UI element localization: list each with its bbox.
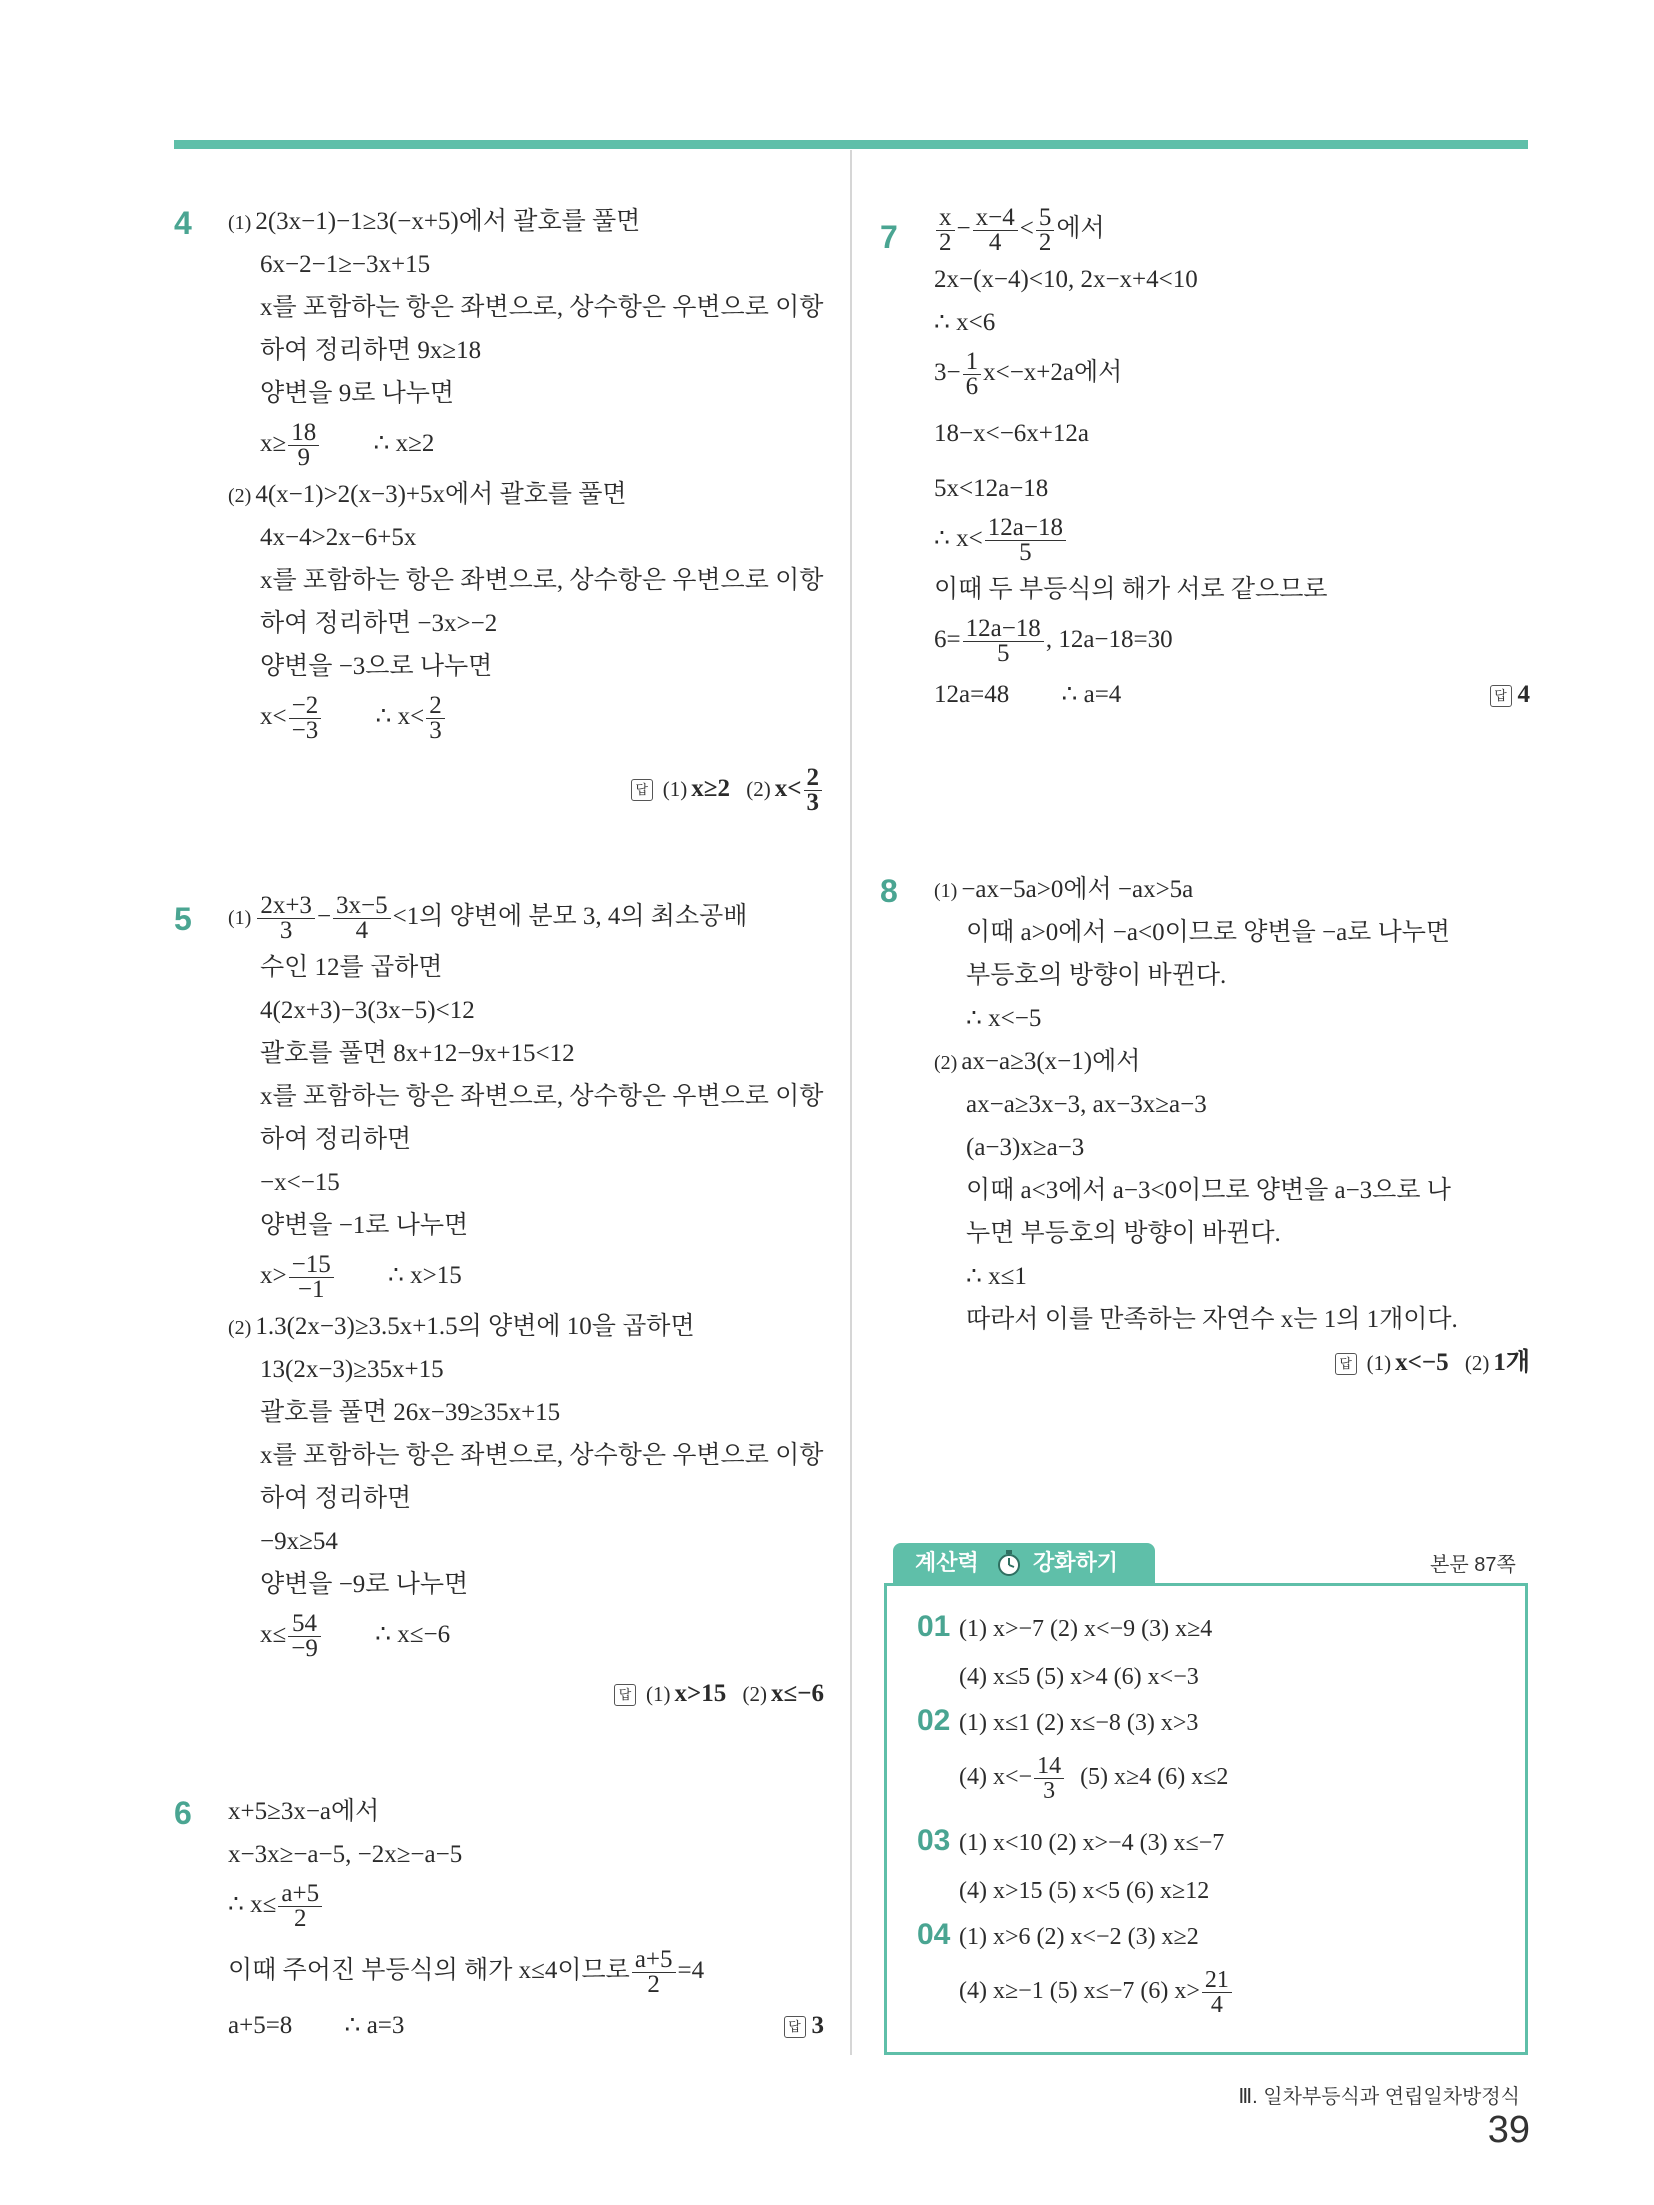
problem-body (934, 200, 1530, 716)
text: 4(x−1)>2(x−3)+5x에서 괄호를 풀면 (255, 481, 627, 508)
text: 1.3(2x−3)≥3.5x+1.5의 양변에 10을 곱하면 (255, 1313, 695, 1340)
line: 양변을 9로 나누면 (260, 380, 455, 407)
page-number: 39 (1487, 2109, 1530, 2151)
fraction (1036, 203, 1055, 256)
text: ∴ x≤−6 (375, 1621, 451, 1648)
drill-row: (4) x>15 (5) x<5 (6) x≥12 (959, 1878, 1210, 1904)
numerator: 21 (1202, 1968, 1232, 1993)
answer-value: x< (774, 775, 802, 802)
line (228, 1606, 824, 1664)
numerator: 18 (288, 421, 319, 446)
denominator: 2 (647, 1970, 660, 1998)
text: ∴ x≤ (228, 1891, 277, 1918)
numerator: a+5 (632, 1948, 676, 1973)
line: 괄호를 풀면 26x−39≥35x+15 (260, 1399, 561, 1426)
text: 이때 주어진 부등식의 해가 x≤4이므로 (228, 1957, 630, 1984)
denominator: 6 (965, 372, 979, 400)
drill-row (959, 1968, 1234, 2017)
numerator: 12a−18 (985, 516, 1066, 541)
numerator: −15 (289, 1253, 334, 1278)
problem-body (228, 888, 824, 1715)
line (934, 344, 1530, 402)
subpart-label: (2) (742, 1682, 768, 1706)
numerator: x (936, 206, 955, 231)
top-rule (174, 140, 1528, 149)
denominator: 2 (939, 228, 952, 256)
line (228, 415, 824, 473)
text: 2(3x−1)−1≥3(−x+5)에서 괄호를 풀면 (255, 208, 641, 235)
line: 따라서 이를 만족하는 자연수 x는 1의 1개이다. (966, 1306, 1458, 1333)
subpart-label: (2) (1464, 1351, 1490, 1375)
line: 18−x<−6x+12a (934, 420, 1089, 447)
line: 양변을 −9로 나누면 (260, 1571, 469, 1598)
text: ax−a≥3(x−1)에서 (961, 1048, 1141, 1075)
line: x를 포함하는 항은 좌변으로, 상수항은 우변으로 이항 (260, 294, 824, 321)
line: ax−a≥3x−3, ax−3x≥a−3 (966, 1091, 1207, 1118)
drill-row: (1) x>6 (2) x<−2 (3) x≥2 (959, 1924, 1199, 1950)
denominator: 3 (279, 916, 293, 944)
line (934, 1040, 1530, 1083)
numerator: 2 (426, 694, 445, 719)
text: x< (260, 703, 287, 730)
operator: − (956, 215, 971, 242)
problem-8 (880, 868, 1530, 1388)
problem-number: 5 (174, 901, 192, 937)
text: ∴ x< (375, 703, 425, 730)
line: ∴ x≤1 (966, 1263, 1027, 1290)
numerator: 2x+3 (257, 894, 315, 919)
drill-row: (1) x>−7 (2) x<−9 (3) x≥4 (959, 1616, 1213, 1642)
answer (1490, 673, 1531, 716)
subpart-label: (1) (646, 1682, 671, 1706)
fraction (289, 1250, 334, 1303)
problem-5 (174, 888, 824, 1748)
drill-number: 03 (917, 1824, 951, 1857)
line: 2x−(x−4)<10, 2x−x+4<10 (934, 266, 1198, 293)
problem-body (228, 200, 824, 818)
line: 이때 a>0에서 −a<0이므로 양변을 −a로 나누면 (966, 919, 1451, 946)
answer-value: x<−5 (1395, 1349, 1449, 1376)
line: 부등호의 방향이 바뀐다. (966, 962, 1227, 989)
line: (a−3)x≥a−3 (966, 1134, 1085, 1161)
denominator: −3 (291, 716, 319, 744)
answer-value: x≤−6 (771, 1680, 824, 1707)
answer-line (228, 1672, 824, 1715)
subpart-label: (2) (934, 1052, 958, 1074)
drill-number: 01 (917, 1610, 951, 1643)
text: ∴ x< (934, 525, 983, 552)
line: x를 포함하는 항은 좌변으로, 상수항은 우변으로 이항 (260, 1083, 824, 1110)
drill-row: (1) x<10 (2) x>−4 (3) x≤−7 (959, 1830, 1225, 1856)
text: 12a=48 (934, 681, 1010, 708)
subpart-label: (1) (1366, 1351, 1392, 1375)
fraction (1202, 1968, 1232, 2017)
numerator: 54 (288, 1612, 321, 1637)
numerator: −2 (289, 694, 322, 719)
fraction (963, 614, 1044, 667)
text: 에서 (1056, 215, 1105, 242)
answer-icon: 답 (1335, 1353, 1357, 1375)
numerator: 3x−5 (333, 894, 391, 919)
text: x> (260, 1262, 287, 1289)
text: a+5=8 (228, 2012, 293, 2039)
subpart-label: (1) (228, 212, 252, 234)
text: x≤ (260, 1621, 287, 1648)
line: 괄호를 풀면 8x+12−9x+15<12 (260, 1040, 575, 1067)
line: 하여 정리하면 −3x>−2 (260, 610, 498, 637)
line: x−3x≥−a−5, −2x≥−a−5 (228, 1841, 463, 1868)
line: x를 포함하는 항은 좌변으로, 상수항은 우변으로 이항 (260, 1442, 824, 1469)
numerator: 1 (963, 350, 982, 375)
line (228, 473, 824, 516)
denominator: 4 (355, 916, 369, 944)
text: ∴ a=4 (1061, 681, 1122, 708)
subpart-label: (1) (662, 777, 688, 801)
answer-value: 3 (811, 2012, 824, 2039)
line: −9x≥54 (260, 1528, 338, 1555)
page-footer (1200, 2080, 1530, 2152)
subpart-label: (2) (228, 1317, 252, 1339)
line (228, 1942, 824, 2000)
fraction (288, 418, 319, 471)
text: ∴ x>15 (387, 1262, 462, 1289)
line: 이때 a<3에서 a−3<0이므로 양변을 a−3으로 나 (966, 1177, 1451, 1204)
text: (4) x≥−1 (5) x≤−7 (6) x> (959, 1978, 1200, 2005)
subpart-label: (2) (228, 485, 252, 507)
line: 하여 정리하면 9x≥18 (260, 337, 482, 364)
line: ∴ x<−5 (966, 1005, 1042, 1032)
line: 4x−4>2x−6+5x (260, 524, 417, 551)
line: 6x−2−1≥−3x+15 (260, 251, 431, 278)
denominator: 3 (1043, 1778, 1056, 1804)
fraction (936, 203, 955, 256)
answer-line (934, 1341, 1530, 1384)
subpart-label: (2) (746, 777, 771, 801)
subpart-label: (1) (228, 907, 252, 929)
line (934, 510, 1530, 568)
line (934, 611, 1530, 669)
line: 양변을 −3으로 나누면 (260, 653, 493, 680)
line (934, 673, 1530, 716)
line (934, 200, 1530, 258)
fraction (257, 891, 315, 944)
problem-body (934, 868, 1530, 1384)
text: 6= (934, 626, 961, 653)
numerator: x−4 (973, 206, 1018, 231)
line: −x<−15 (260, 1169, 340, 1196)
text: x≥ (260, 430, 287, 457)
fraction (1034, 1754, 1064, 1803)
fraction (985, 513, 1066, 566)
fraction (426, 691, 445, 744)
stopwatch-icon (995, 1549, 1023, 1577)
column-divider (850, 150, 852, 2055)
line: x+5≥3x−a에서 (228, 1798, 380, 1825)
answer-value: x≥2 (691, 775, 730, 802)
operator: − (316, 903, 332, 930)
text: ∴ a=3 (344, 2012, 405, 2039)
fraction (288, 1609, 321, 1662)
text: x<−x+2a에서 (983, 359, 1123, 386)
line: 하여 정리하면 (260, 1126, 412, 1153)
problem-6 (174, 1790, 824, 2060)
numerator: 5 (1036, 206, 1055, 231)
denominator: 9 (297, 443, 310, 471)
line (228, 688, 824, 746)
line: 누면 부등호의 방향이 바뀐다. (966, 1220, 1281, 1247)
answer-value: x>15 (674, 1680, 727, 1707)
line: 양변을 −1로 나누면 (260, 1212, 469, 1239)
answer-icon: 답 (1490, 685, 1512, 707)
drill-tab-label-left: 계산력 (915, 1550, 979, 1575)
drill-answers-box (884, 1583, 1528, 2055)
line: 수인 12를 곱하면 (260, 954, 443, 981)
answer-icon: 답 (784, 2016, 806, 2038)
answer-icon: 답 (614, 1684, 636, 1706)
drill-number: 02 (917, 1704, 951, 1737)
text: =4 (677, 1957, 705, 1984)
drill-row: (4) x≤5 (5) x>4 (6) x<−3 (959, 1664, 1199, 1690)
denominator: −9 (291, 1634, 318, 1662)
fraction (804, 763, 823, 816)
problem-number: 7 (880, 219, 898, 255)
text: −ax−5a>0에서 −ax>5a (961, 876, 1194, 903)
fraction (963, 347, 982, 400)
line (228, 1247, 824, 1305)
problem-number: 6 (174, 1795, 192, 1831)
operator: < (1019, 215, 1034, 242)
drill-number: 04 (917, 1918, 951, 1951)
fraction (632, 1945, 676, 1998)
denominator: 3 (806, 788, 819, 816)
problem-number: 8 (880, 873, 898, 909)
numerator: a+5 (278, 1882, 322, 1907)
answer-icon: 답 (631, 779, 653, 801)
problem-number: 4 (174, 205, 192, 241)
line: 하여 정리하면 (260, 1485, 412, 1512)
line: 13(2x−3)≥35x+15 (260, 1356, 444, 1383)
fraction (973, 203, 1018, 256)
fraction (278, 1879, 322, 1932)
chapter-title: Ⅲ. 일차부등식과 연립일차방정식 (1238, 2086, 1520, 2108)
fraction (289, 691, 322, 744)
line: x를 포함하는 항은 좌변으로, 상수항은 우변으로 이항 (260, 567, 824, 594)
answer-line (228, 760, 824, 818)
answer-value: 4 (1517, 681, 1530, 708)
text: (5) x≥4 (6) x≤2 (1080, 1764, 1229, 1791)
denominator: 2 (1038, 228, 1052, 256)
denominator: −1 (297, 1275, 325, 1303)
text: , 12a−18=30 (1045, 626, 1173, 653)
line (228, 1305, 824, 1348)
line (228, 200, 824, 243)
page-reference: 본문 87쪽 (1430, 1554, 1516, 1576)
drill-row: (1) x≤1 (2) x≤−8 (3) x>3 (959, 1710, 1199, 1736)
text: (4) x<− (959, 1764, 1033, 1791)
line (228, 2004, 824, 2047)
denominator: 5 (1019, 538, 1032, 566)
drill-tab-label-right: 강화하기 (1033, 1550, 1119, 1575)
numerator: 14 (1034, 1754, 1064, 1779)
denominator: 3 (429, 716, 442, 744)
text: <1의 양변에 분모 3, 4의 최소공배 (392, 903, 748, 930)
line (934, 868, 1530, 911)
drill-row (959, 1754, 1228, 1803)
line: 이때 두 부등식의 해가 서로 같으므로 (934, 576, 1328, 603)
answer (784, 2004, 825, 2047)
line (228, 888, 824, 946)
answer-value: 1개 (1493, 1349, 1530, 1376)
subpart-label: (1) (934, 880, 958, 902)
denominator: 4 (988, 228, 1002, 256)
fraction (333, 891, 391, 944)
numerator: 2 (804, 766, 823, 791)
text: ∴ x≥2 (373, 430, 435, 457)
numerator: 12a−18 (963, 617, 1044, 642)
line (228, 1876, 824, 1934)
text: 3− (934, 359, 961, 386)
line: ∴ x<6 (934, 309, 996, 336)
denominator: 4 (1210, 1992, 1223, 2018)
drill-section-tab (893, 1543, 1155, 1583)
problem-4 (174, 200, 824, 840)
problem-body (228, 1790, 824, 2047)
denominator: 5 (996, 639, 1010, 667)
line: 4(2x+3)−3(3x−5)<12 (260, 997, 475, 1024)
problem-7 (880, 200, 1530, 770)
denominator: 2 (293, 1904, 307, 1932)
line: 5x<12a−18 (934, 475, 1049, 502)
